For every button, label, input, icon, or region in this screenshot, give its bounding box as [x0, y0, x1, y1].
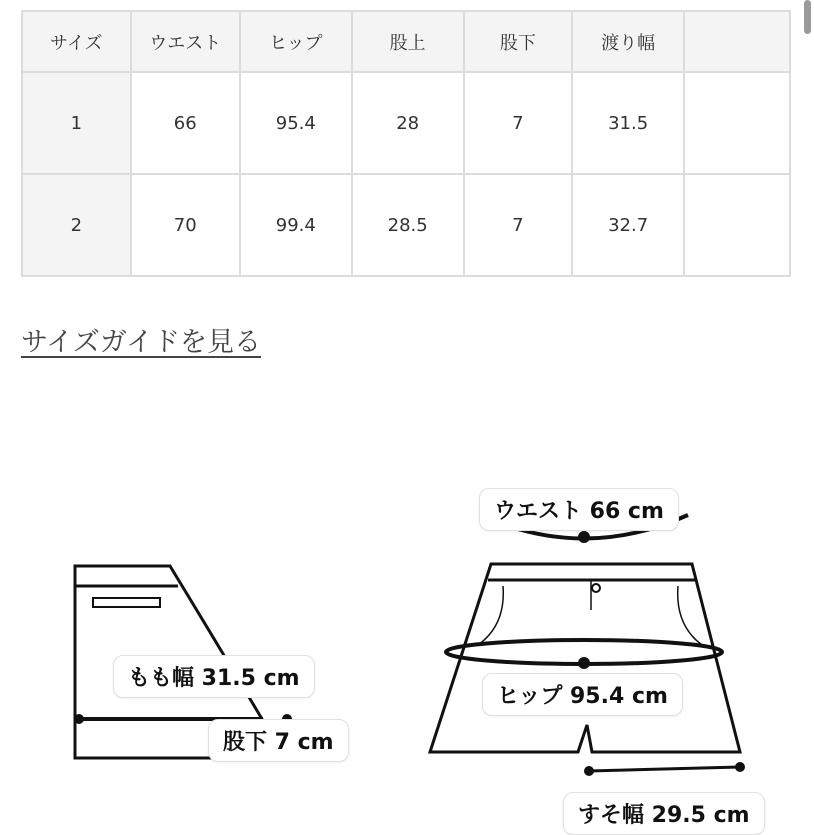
header-size: サイズ: [22, 11, 131, 72]
table-cell: 7: [464, 72, 573, 174]
waist-measure-dot: [578, 531, 590, 543]
table-cell: 28.5: [352, 174, 464, 276]
hem-measure-line: [589, 767, 740, 771]
table-cell: 1: [22, 72, 131, 174]
hem-label: すそ幅 29.5 cm: [563, 792, 765, 835]
size-guide-link[interactable]: サイズガイドを見る: [21, 327, 262, 358]
table-cell: 32.7: [572, 174, 684, 276]
table-cell: 28: [352, 72, 464, 174]
header-rise: 股上: [352, 11, 464, 72]
header-hip: ヒップ: [240, 11, 352, 72]
hem-left-dot: [584, 766, 594, 776]
table-cell: 95.4: [240, 72, 352, 174]
thigh-label: もも幅 31.5 cm: [113, 655, 315, 698]
thigh-measure-dot: [74, 714, 84, 724]
header-inseam: 股下: [464, 11, 573, 72]
table-cell: 70: [131, 174, 240, 276]
table-cell: 2: [22, 174, 131, 276]
header-thigh-width: 渡り幅: [572, 11, 684, 72]
table-cell: 7: [464, 174, 573, 276]
waist-label: ウエスト 66 cm: [479, 488, 679, 531]
header-waist: ウエスト: [131, 11, 240, 72]
inseam-label: 股下 7 cm: [208, 719, 349, 762]
hip-measure-dot: [578, 657, 590, 669]
hem-right-dot: [735, 762, 745, 772]
table-cell: 99.4: [240, 174, 352, 276]
table-cell: 31.5: [572, 72, 684, 174]
hip-label: ヒップ 95.4 cm: [482, 673, 683, 716]
table-cell: 66: [131, 72, 240, 174]
